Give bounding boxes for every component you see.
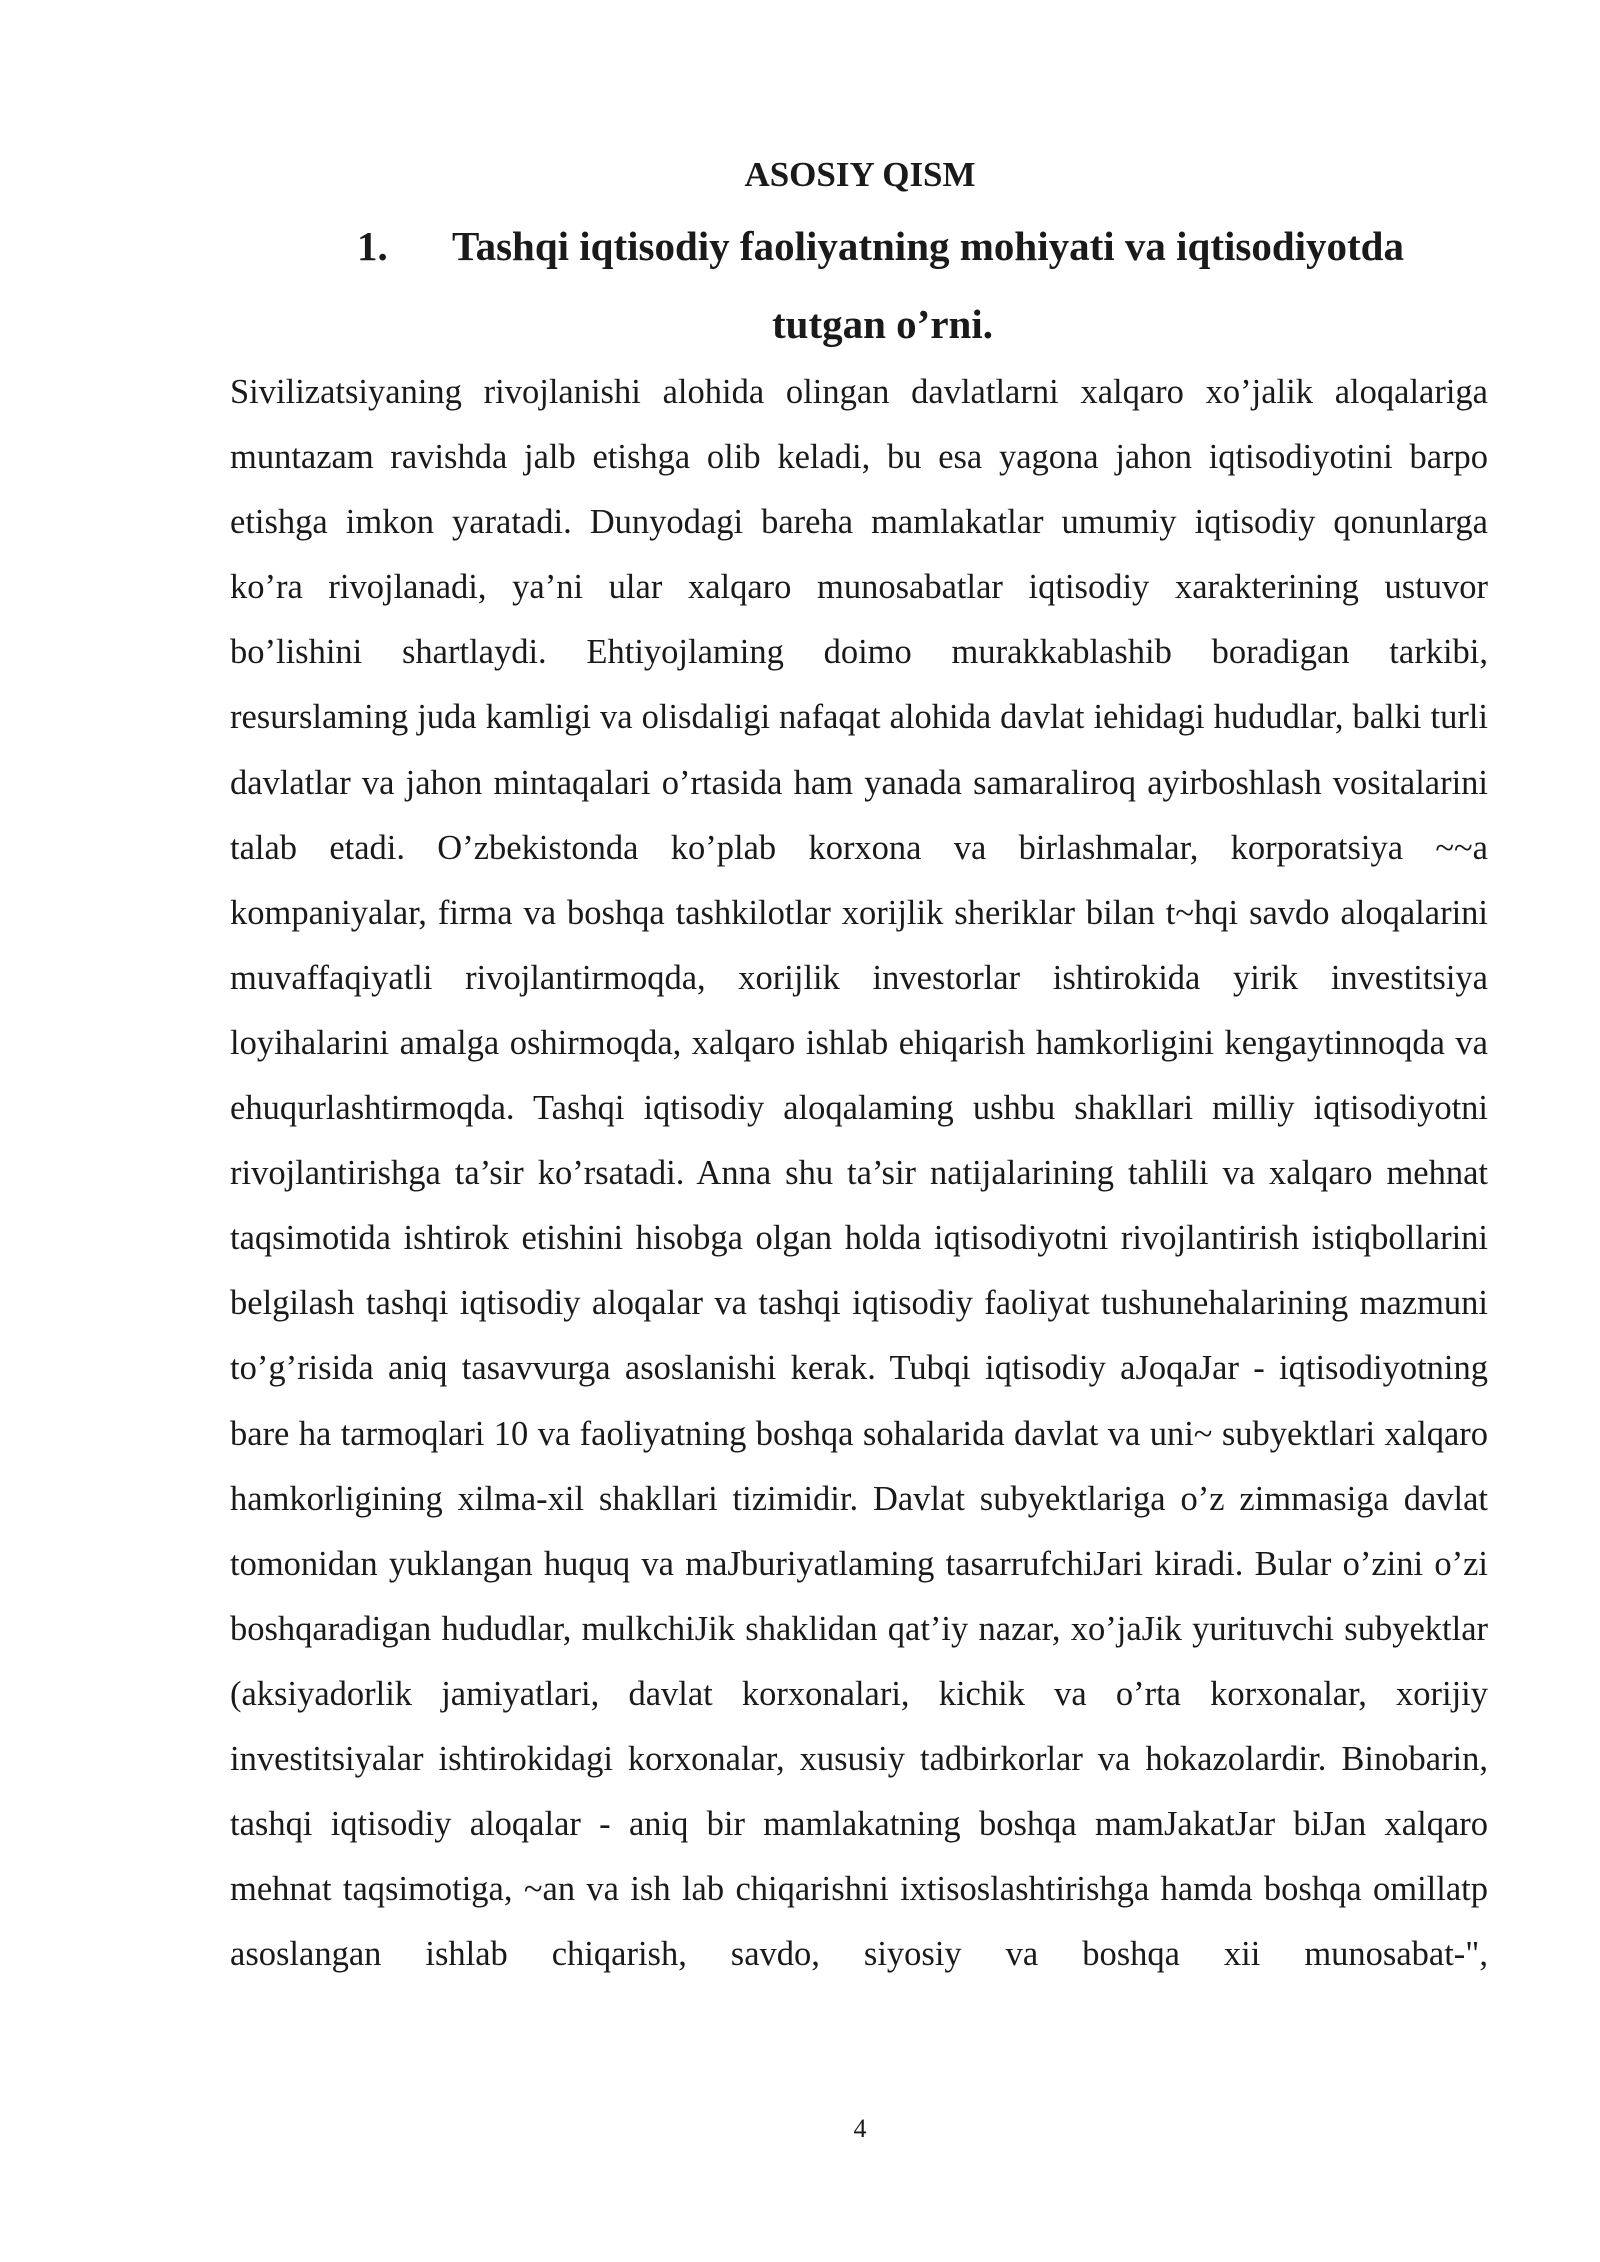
chapter-number: 1.: [357, 223, 388, 269]
section-title: ASOSIY QISM: [744, 155, 976, 194]
body-paragraph: Sivilizatsiyaning rivojlanishi alohida olingan davlatlarni xalqaro xo’jalik aloqalariga muntazam ravishda jalb etishga olib keladi, bu esa yagona jahon iqtisodiyotini barpo etishga imkon yaratadi. Dunyodagi bareha mamlakatlar umumiy iqtisodiy qonunlarga ko’ra rivojlanadi, ya’ni ular xalqaro munosabatlar iqtisodiy xarakterining ustuvor bo’lishini shartlaydi. Ehtiyojlaming doimo murakkablashib boradigan tarkibi, resurslaming juda kamligi va olisdaligi nafaqat alohida davlat iehidagi hududlar, balki turli davlatlar va jahon mintaqalari o’rtasida ham yanada samaraliroq ayirboshlash vositalarini talab etadi. O’zbekistonda ko’plab korxona va birlashmalar, korporatsiya ~~a kompaniyalar, firma va boshqa tashkilotlar xorijlik sheriklar bilan t~hqi savdo aloqalarini muvaffaqiyatli rivojlantirmoqda, xorijlik investorlar ishtirokida yirik investitsiya loyihalarini amalga oshirmoqda, xalqaro ishlab ehiqarish hamkorligini kengaytinnoqda va ehuqurlashtirmoqda. Tashqi iqtisodiy aloqalaming ushbu shakllari milliy iqtisodiyotni rivojlantirishga ta’sir ko’rsatadi. Anna shu ta’sir natijalarining tahlili va xalqaro mehnat taqsimotida ishtirok etishini hisobga olgan holda iqtisodiyotni rivojlantirish istiqbollarini belgilash tashqi iqtisodiy aloqalar va tashqi iqtisodiy faoliyat tushunehalarining mazmuni to’g’risida aniq tasavvurga asoslanishi kerak. Tubqi iqtisodiy aJoqaJar - iqtisodiyotning bare ha tarmoqlari 10 va faoliyatning boshqa sohalarida davlat va uni~ subyektlari xalqaro hamkorligining xilma-xil shakllari tizimidir. Davlat subyektlariga o’z zimmasiga davlat tomonidan yuklangan huquq va maJburiyatlaming tasarrufchiJari kiradi. Bular o’zini o’zi boshqaradigan hududlar, mulkchiJik shaklidan qat’iy nazar, xo’jaJik yurituvchi subyektlar (aksiyadorlik jamiyatlari, davlat korxonalari, kichik va o’rta korxonalar, xorijiy investitsiyalar ishtirokidagi korxonalar, xususiy tadbirkorlar va hokazolardir. Binobarin, tashqi iqtisodiy aloqalar - aniq bir mamlakatning boshqa mamJakatJar biJan xalqaro mehnat taqsimotiga, ~an va ish lab chiqarishni ixtisoslashtirishga hamda boshqa omillatp asoslangan ishlab chiqarish, savdo, siyosiy va boshqa xii munosabat-",: [230, 373, 1488, 1974]
chapter-title-line1: Tashqi iqtisodiy faoliyatning mohiyati va iqtisodiyotda: [452, 223, 1404, 269]
chapter-title-line2: tutgan o’rni.: [772, 301, 993, 347]
chapter-heading-line1: [357, 207, 1404, 285]
page-number: 4: [853, 2114, 867, 2143]
